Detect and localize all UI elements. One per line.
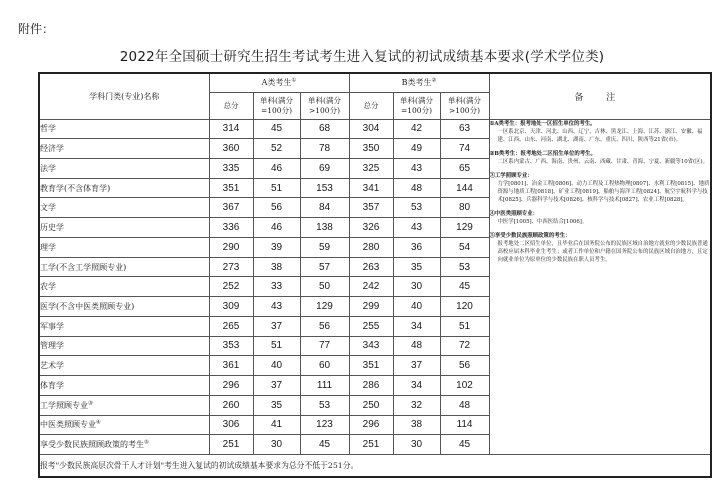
score-cell-b-high: 51 (440, 316, 489, 336)
score-cell-a-low: 37 (253, 316, 300, 336)
header-a-total: 总分 (209, 92, 253, 119)
score-cell-a-total: 251 (209, 435, 253, 455)
score-cell-b-low: 30 (393, 435, 440, 455)
score-cell-b-low: 53 (393, 198, 440, 218)
score-cell-b-total: 263 (349, 257, 393, 277)
score-cell-a-total: 273 (209, 257, 253, 277)
score-cell-a-total: 252 (209, 277, 253, 297)
score-cell-a-low: 43 (253, 297, 300, 317)
score-cell-b-total: 357 (349, 198, 393, 218)
score-cell-b-total: 341 (349, 178, 393, 198)
score-cell-a-total: 296 (209, 376, 253, 396)
score-cell-a-high: 84 (300, 198, 349, 218)
score-cell-a-low: 46 (253, 158, 300, 178)
score-cell-b-low: 48 (393, 336, 440, 356)
score-cell-b-low: 37 (393, 356, 440, 376)
score-cell-b-high: 53 (440, 257, 489, 277)
score-cell-b-total: 286 (349, 376, 393, 396)
score-cell-a-high: 59 (300, 237, 349, 257)
remark-heading: ①A类考生：报考地处一区招生单位的考生。 (489, 120, 596, 127)
score-cell-b-total: 343 (349, 336, 393, 356)
score-cell-a-total: 265 (209, 316, 253, 336)
remark-block (490, 232, 711, 264)
remark-block (490, 150, 711, 166)
subject-cell: 历史学 (39, 218, 209, 238)
document-title: 2022年全国硕士研究生招生考试考生进入复试的初试成绩基本要求(学术学位类) (119, 49, 605, 65)
subject-cell: 艺术学 (39, 356, 209, 376)
score-cell-b-low: 42 (393, 119, 440, 139)
remark-body: 中医学[1005]、中西医结合[1006]。 (497, 218, 588, 225)
score-cell-a-high: 123 (300, 415, 349, 435)
score-cell-b-high: 45 (440, 435, 489, 455)
header-group-b: B类考生② (349, 73, 489, 92)
score-cell-b-high: 102 (440, 376, 489, 396)
header-subject: 学科门类(专业)名称 (39, 73, 209, 119)
score-cell-a-low: 51 (253, 178, 300, 198)
score-cell-b-low: 32 (393, 395, 440, 415)
remark-heading: ③工学照顾专业： (489, 172, 533, 179)
score-cell-a-total: 260 (209, 395, 253, 415)
score-cell-a-total: 335 (209, 158, 253, 178)
score-cell-a-total: 314 (209, 119, 253, 139)
score-cell-b-total: 351 (349, 356, 393, 376)
footer-note: 报考"少数民族高层次骨干人才计划"考生进入复试的初试成绩基本要求为总分不低于251分。 (39, 454, 711, 477)
score-cell-b-total: 242 (349, 277, 393, 297)
score-cell-b-low: 40 (393, 297, 440, 317)
score-cell-b-total: 325 (349, 158, 393, 178)
score-cell-a-high: 45 (300, 435, 349, 455)
subject-cell: 法学 (39, 158, 209, 178)
remark-heading: ②B类考生：报考地处二区招生单位的考生。 (489, 150, 596, 157)
header-group-a: A类考生① (209, 73, 349, 92)
score-requirements-table (38, 72, 712, 478)
subject-cell: 享受少数民族照顾政策的考生⑤ (39, 435, 209, 455)
score-cell-b-low: 38 (393, 415, 440, 435)
score-cell-b-high: 54 (440, 237, 489, 257)
score-cell-a-high: 77 (300, 336, 349, 356)
score-cell-a-total: 353 (209, 336, 253, 356)
table-row (39, 119, 711, 139)
score-cell-b-high: 63 (440, 119, 489, 139)
subject-cell: 农学 (39, 277, 209, 297)
remarks-cell (489, 119, 711, 454)
score-cell-b-low: 36 (393, 237, 440, 257)
remark-heading: ④中医类照顾专业： (489, 210, 539, 217)
score-cell-b-low: 48 (393, 178, 440, 198)
score-cell-a-low: 45 (253, 119, 300, 139)
score-cell-b-low: 43 (393, 158, 440, 178)
header-b-single-low: 单科(满分=100分) (393, 92, 440, 119)
subject-cell: 文学 (39, 198, 209, 218)
score-cell-a-low: 37 (253, 376, 300, 396)
header-remarks: 备 注 (489, 73, 711, 119)
header-b-total: 总分 (349, 92, 393, 119)
subject-cell: 体育学 (39, 376, 209, 396)
subject-cell: 管理学 (39, 336, 209, 356)
score-cell-b-high: 65 (440, 158, 489, 178)
score-cell-b-high: 45 (440, 277, 489, 297)
score-cell-a-high: 53 (300, 395, 349, 415)
remark-heading: ⑤享受少数民族照顾政策的考生： (489, 232, 571, 239)
score-cell-a-high: 56 (300, 316, 349, 336)
score-cell-a-high: 153 (300, 178, 349, 198)
subject-cell: 教育学(不含体育学) (39, 178, 209, 198)
score-cell-b-high: 56 (440, 356, 489, 376)
score-cell-a-total: 309 (209, 297, 253, 317)
remark-block (490, 210, 711, 226)
score-cell-b-low: 34 (393, 376, 440, 396)
score-cell-a-total: 367 (209, 198, 253, 218)
subject-cell: 哲学 (39, 119, 209, 139)
score-cell-a-high: 60 (300, 356, 349, 376)
score-cell-b-low: 34 (393, 316, 440, 336)
subject-cell: 理学 (39, 237, 209, 257)
score-cell-a-high: 111 (300, 376, 349, 396)
score-cell-a-low: 39 (253, 237, 300, 257)
score-cell-a-low: 40 (253, 356, 300, 376)
score-cell-a-high: 69 (300, 158, 349, 178)
table-body (39, 119, 711, 477)
score-cell-a-high: 57 (300, 257, 349, 277)
score-cell-a-high: 129 (300, 297, 349, 317)
score-cell-a-high: 78 (300, 139, 349, 159)
remark-body: 二区系内蒙古、广西、海南、贵州、云南、西藏、甘肃、青海、宁夏、新疆等10省(区)。 (497, 158, 709, 165)
subject-cell: 工学(不含工学照顾专业) (39, 257, 209, 277)
score-cell-a-total: 336 (209, 218, 253, 238)
score-cell-b-low: 43 (393, 218, 440, 238)
score-cell-b-total: 280 (349, 237, 393, 257)
remark-body: 报考地处二区招生单位，且毕业后在国务院公布的民族区域自治地方就业的少数民族普通高校应届本科毕业生考生；或者工作单位和户籍在国务院公布的民族区域自治地方，且定向就业单位为原单位的少数民族在职人员考生。 (497, 240, 708, 263)
footer-row (39, 454, 711, 477)
score-cell-b-high: 74 (440, 139, 489, 159)
subject-cell: 经济学 (39, 139, 209, 159)
score-cell-b-high: 114 (440, 415, 489, 435)
score-cell-a-total: 351 (209, 178, 253, 198)
score-cell-a-low: 30 (253, 435, 300, 455)
remark-block (490, 120, 711, 144)
score-cell-a-high: 50 (300, 277, 349, 297)
subject-cell: 中医类照顾专业④ (39, 415, 209, 435)
score-cell-b-total: 296 (349, 415, 393, 435)
score-cell-a-low: 41 (253, 415, 300, 435)
score-cell-a-low: 35 (253, 395, 300, 415)
subject-cell: 工学照顾专业③ (39, 395, 209, 415)
score-cell-b-high: 129 (440, 218, 489, 238)
attachment-label: 附件： (18, 22, 55, 36)
score-cell-a-high: 138 (300, 218, 349, 238)
score-cell-b-high: 120 (440, 297, 489, 317)
score-cell-b-total: 251 (349, 435, 393, 455)
header-a-single-high: 单科(满分>100分) (300, 92, 349, 119)
remark-body: 一区系北京、天津、河北、山西、辽宁、吉林、黑龙江、上海、江苏、浙江、安徽、福建、江西、山东、河南、湖北、湖南、广东、重庆、四川、陕西等21省(市)。 (497, 128, 703, 143)
score-cell-b-total: 250 (349, 395, 393, 415)
score-cell-a-low: 38 (253, 257, 300, 277)
score-cell-b-total: 299 (349, 297, 393, 317)
score-cell-b-total: 304 (349, 119, 393, 139)
score-cell-a-total: 360 (209, 139, 253, 159)
score-cell-a-high: 68 (300, 119, 349, 139)
score-cell-b-high: 80 (440, 198, 489, 218)
remark-block (490, 172, 711, 204)
score-cell-a-low: 33 (253, 277, 300, 297)
score-cell-b-total: 350 (349, 139, 393, 159)
remark-body: 力学[0801]、冶金工程[0806]、动力工程及工程热物理[0807]、水利工程[0815]、地质资源与地质工程[0818]、矿业工程[0819]、船舶与海洋工程[0824]、航空宇航科学与技术[0825]、兵器科学与技术[0826]、核科学与技术[0827]、农业工程[0828]。 (497, 180, 710, 203)
score-cell-b-high: 144 (440, 178, 489, 198)
score-cell-a-low: 52 (253, 139, 300, 159)
score-cell-a-total: 306 (209, 415, 253, 435)
score-cell-b-low: 35 (393, 257, 440, 277)
score-cell-b-high: 72 (440, 336, 489, 356)
score-cell-b-total: 255 (349, 316, 393, 336)
score-cell-a-low: 51 (253, 336, 300, 356)
subject-cell: 医学(不含中医类照顾专业) (39, 297, 209, 317)
score-cell-a-low: 56 (253, 198, 300, 218)
score-cell-a-low: 46 (253, 218, 300, 238)
header-a-single-low: 单科(满分=100分) (253, 92, 300, 119)
score-cell-b-low: 49 (393, 139, 440, 159)
score-cell-b-high: 48 (440, 395, 489, 415)
subject-cell: 军事学 (39, 316, 209, 336)
header-b-single-high: 单科(满分>100分) (440, 92, 489, 119)
score-cell-b-low: 30 (393, 277, 440, 297)
score-cell-a-total: 290 (209, 237, 253, 257)
score-cell-b-total: 326 (349, 218, 393, 238)
score-cell-a-total: 361 (209, 356, 253, 376)
